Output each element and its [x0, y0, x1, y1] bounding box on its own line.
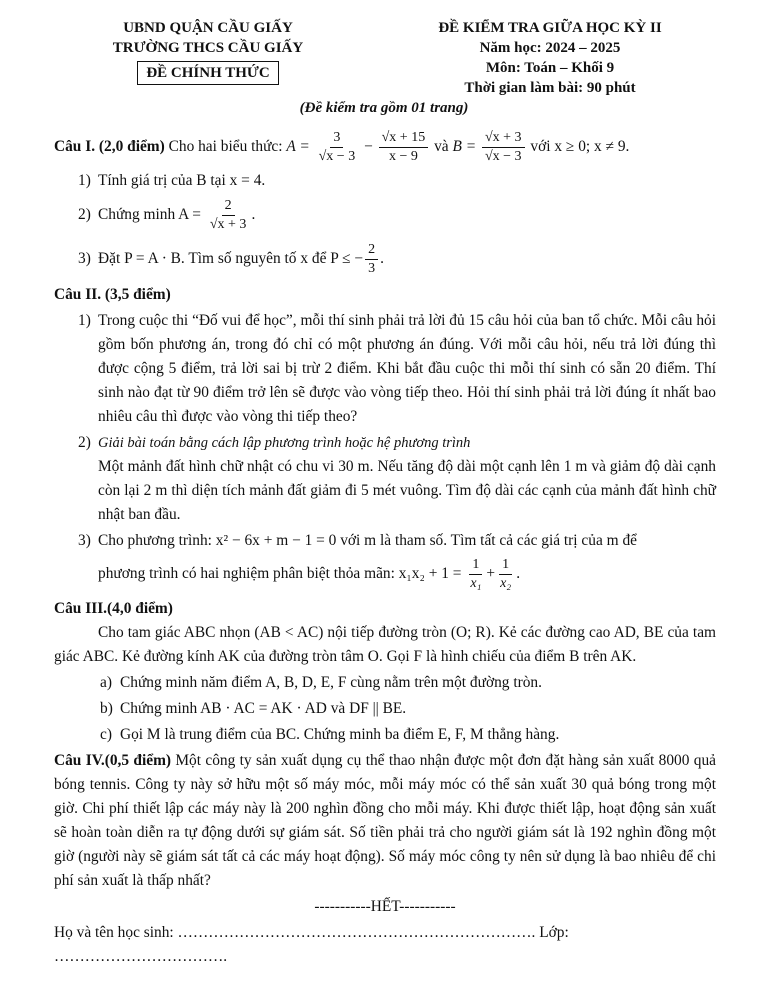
frac-x2: $\frac{1}{\text{x₂}}$ [500, 556, 512, 591]
q2-points: (3,5 điểm) [104, 286, 171, 303]
item-text-part: Đặt P = A · B. Tìm số nguyên tố x để P ≤ − [98, 249, 364, 267]
item-number: 1) [78, 312, 91, 329]
item-text [98, 241, 716, 278]
question-1 [54, 127, 716, 167]
q3-item-c [54, 723, 716, 747]
item-text [98, 529, 716, 595]
period: . [380, 249, 384, 267]
exam-info [400, 18, 700, 98]
district-name: UBND QUẬN CẦU GIẤY [123, 20, 293, 36]
frac-x1: $\frac{1}{\text{x₁}}$ [470, 556, 482, 591]
question-2 [54, 283, 716, 307]
school-year: Năm học: 2024 – 2025 [479, 40, 621, 56]
item-text: Gọi M là trung điểm của BC. Chứng minh ba điểm E, F, M thẳng hàng. [120, 726, 560, 743]
q3-item-b [54, 697, 716, 721]
question-4 [54, 749, 716, 893]
frac-a2: $\frac{√x + 15}{x - 9}$ [379, 129, 429, 166]
item-number: 2) [78, 434, 91, 451]
period: . [516, 565, 521, 582]
item-text-part: phương trình có hai nghiệm phân biệt thỏa mãn: x₁x₂ + 1 = [98, 565, 462, 582]
item-text: Chứng minh năm điểm A, B, D, E, F cùng nằm trên một đường tròn. [120, 674, 542, 691]
q2-item-3 [54, 529, 716, 595]
frac-p: $\frac{2}{3}$ [365, 241, 378, 278]
item-text [98, 197, 716, 234]
item-text: Trong cuộc thi “Đố vui để học”, mỗi thí sinh phải trả lời đủ 15 câu hỏi của ban tổ chức. Mỗi câu hỏi gồm bốn phương án, trong đó chỉ có một phương án đúng. Với mỗi câu hỏi, nếu trả lời đúng thì được cộng 5 điểm, trả lời sai bị trừ 2 điểm. Khi bắt đầu cuộc thi mỗi thí sinh có sẵn 20 điểm. Thí sinh nào đạt từ 90 điểm trở lên sẽ được vào vòng tiếp theo. Hỏi thí sinh phải trả lời đúng ít nhất bao nhiêu câu thì được vào vòng thi tiếp theo? [98, 312, 716, 425]
item-text: Tính giá trị của B tại x = 4. [98, 172, 266, 189]
frac-b: $\frac{√x + 3}{√x - 3}$ [482, 129, 525, 166]
q4-text: Một công ty sản xuất dụng cụ thể thao nhận được một đơn đặt hàng sản xuất 8000 quả bóng tennis. Công ty này sở hữu một số máy móc, mỗi máy móc có thể sản xuất 30 quả bóng trong một giờ. Chi phí thiết lập các máy này là 200 nghìn đồng cho mỗi máy. Khi được thiết lập, hoạt động sản xuất sẽ hoàn toàn diễn ra tự động dưới sự giám sát. Số tiền phải trả cho người giám sát là 192 nghìn đồng một giờ (người này sẽ giám sát tất cả các máy hoạt động). Số máy móc công ty nên sử dụng là bao nhiêu để chi phí sản xuất là thấp nhất? [54, 752, 716, 889]
item-title: Giải bài toán bằng cách lập phương trình hoặc hệ phương trình [98, 435, 471, 451]
page-note: (Đề kiểm tra gồm 01 trang) [299, 100, 469, 116]
q1-condition: với x ≥ 0; x ≠ 9. [530, 138, 630, 155]
frac-proof: $\frac{2}{√x + 3}$ [209, 197, 247, 232]
q2-item-1 [54, 309, 716, 429]
item-number: 3) [78, 532, 91, 549]
q1-intro: Cho hai biểu thức: [168, 138, 283, 155]
official-badge: ĐỀ CHÍNH THỨC [137, 61, 278, 85]
q1-item-2 [54, 195, 716, 235]
school-header [108, 18, 308, 85]
and-word: và [434, 138, 449, 155]
q1-label: Câu I. [54, 138, 96, 155]
period: . [251, 205, 256, 223]
exam-title: ĐỀ KIỂM TRA GIỮA HỌC KỲ II [438, 20, 662, 36]
q4-label: Câu IV. [54, 752, 105, 769]
q3-intro: Cho tam giác ABC nhọn (AB < AC) nội tiếp đường tròn (O; R). Kẻ các đường cao AD, BE của tam giác ABC. Kẻ đường kính AK của đường tròn tâm O. Gọi F là hình chiếu của điểm B trên AK. [54, 624, 716, 665]
exam-body [54, 127, 716, 969]
end-marker: -----------HẾT----------- [314, 898, 456, 915]
item-letter: a) [100, 674, 112, 691]
item-text-part: Chứng minh A = [98, 205, 201, 223]
item-letter: c) [100, 726, 112, 743]
subject: Môn: Toán – Khối 9 [485, 60, 615, 76]
item-number: 1) [78, 172, 91, 189]
item-number: 3) [78, 250, 91, 267]
q1-points: (2,0 điểm) [98, 138, 165, 155]
plus-sign: + [486, 565, 496, 582]
q2-item-2 [54, 431, 716, 527]
item-text: Chứng minh AB · AC = AK · AD và DF || BE. [120, 700, 407, 717]
minus-sign: − [364, 138, 373, 155]
frac-a1: $\frac{3}{√x - 3}$ [318, 129, 356, 164]
item-text-part: Cho phương trình: x² − 6x + m − 1 = 0 với m là tham số. Tìm tất cả các giá trị của m để [98, 532, 637, 549]
question-3 [54, 597, 716, 621]
q3-item-a [54, 671, 716, 695]
item-line [98, 553, 520, 595]
q1-item-1 [54, 169, 716, 193]
student-info-line: Họ và tên học sinh: ……………………………………………………………. Lớp: ……………………………. [54, 924, 569, 965]
q1-item-3 [54, 237, 716, 281]
q3-label: Câu III. [54, 600, 108, 617]
duration: Thời gian làm bài: 90 phút [464, 80, 636, 96]
school-name: TRƯỜNG THCS CẦU GIẤY [112, 40, 304, 56]
item-letter: b) [100, 700, 113, 717]
expr-a-label: A = [286, 138, 310, 155]
q4-points: (0,5 điểm) [104, 752, 172, 769]
expr-b-label: B = [452, 138, 477, 155]
item-body: Một mảnh đất hình chữ nhật có chu vi 30 m. Nếu tăng độ dài một cạnh lên 1 m và giảm độ dài cạnh còn lại 2 m thì diện tích mảnh đất giảm đi 5 mét vuông. Tìm độ dài các cạnh của mảnh đất hình chữ nhật ban đầu. [98, 458, 716, 523]
q3-points: (4,0 điểm) [107, 600, 173, 617]
item-text [98, 431, 716, 527]
item-number: 2) [78, 206, 91, 223]
q2-label: Câu II. [54, 286, 102, 303]
